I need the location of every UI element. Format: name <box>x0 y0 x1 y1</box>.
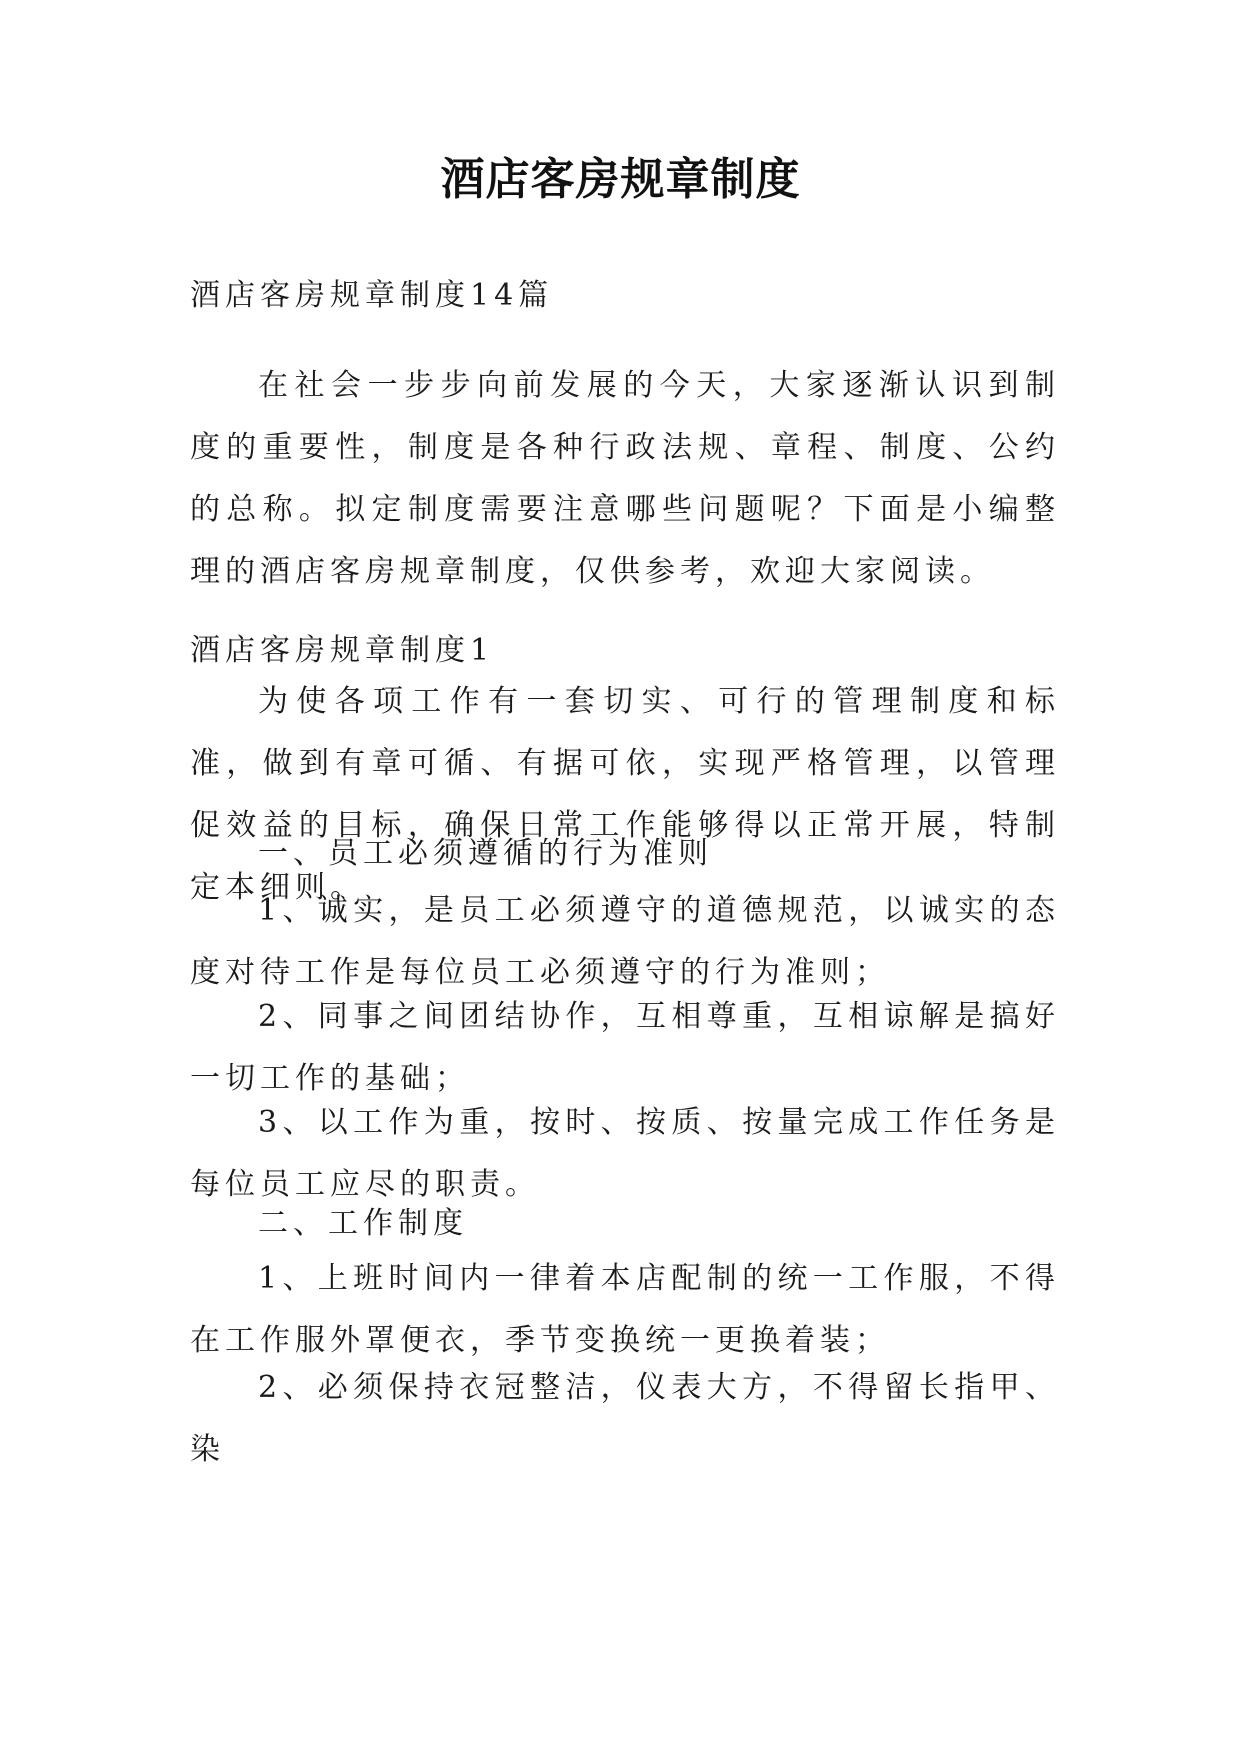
body-paragraph: 1、诚实，是员工必须遵守的道德规范，以诚实的态度对待工作是每位员工必须遵守的行为准则； <box>190 893 1060 990</box>
body-paragraph: 3、以工作为重，按时、按质、按量完成工作任务是每位员工应尽的职责。 <box>190 1105 1060 1202</box>
body-paragraph: 1、上班时间内一律着本店配制的统一工作服，不得在工作服外罩便衣，季节变换统一更换着装； <box>190 1261 1060 1358</box>
body-paragraph: 2、必须保持衣冠整洁，仪表大方，不得留长指甲、染 <box>190 1370 1060 1467</box>
body-paragraph: 2、同事之间团结协作，互相尊重，互相谅解是搞好一切工作的基础； <box>190 999 1060 1096</box>
subsection-heading: 一、员工必须遵循的行为准则 <box>258 836 713 871</box>
subsection-heading: 二、工作制度 <box>258 1206 468 1241</box>
intro-paragraph: 在社会一步步向前发展的今天，大家逐渐认识到制度的重要性，制度是各种行政法规、章程、制度、公约的总称。拟定制度需要注意哪些问题呢？下面是小编整理的酒店客房规章制度，仅供参考，欢迎大家阅读。 <box>190 368 1060 589</box>
document-title: 酒店客房规章制度 <box>440 154 801 205</box>
body-paragraph: 为使各项工作有一套切实、可行的管理制度和标准，做到有章可循、有据可依，实现严格管理，以管理促效益的目标，确保日常工作能够得以正常开展，特制定本细则。 <box>190 684 1060 905</box>
section-heading: 酒店客房规章制度1 <box>190 633 495 668</box>
document-subtitle: 酒店客房规章制度14篇 <box>190 278 554 313</box>
